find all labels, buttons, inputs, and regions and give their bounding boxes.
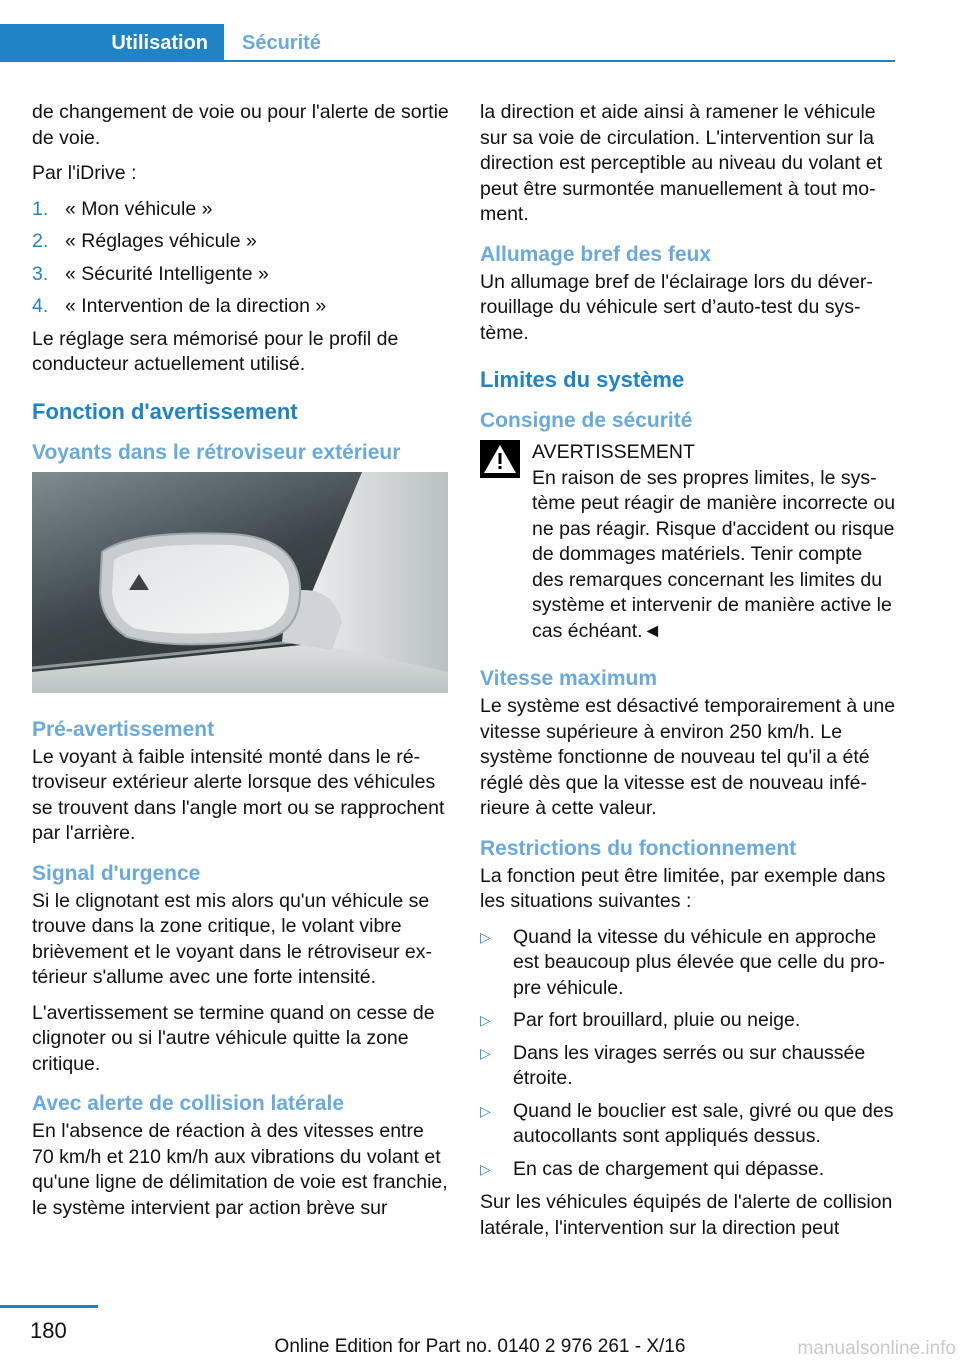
edition-line: Online Edition for Part no. 0140 2 976 261 - X/16: [274, 1336, 686, 1357]
list-item-text: Par fort brouillard, pluie ou neige.: [513, 1009, 801, 1031]
paragraph-restrictions: La fonction peut être limitée, par exemple dans les situations suivantes :: [480, 864, 886, 912]
triangle-bullet-icon: ▷: [480, 1160, 491, 1177]
warning-triangle-icon: [480, 440, 520, 478]
step-text: « Intervention de la direction »: [65, 295, 327, 317]
step-text: « Réglages véhicule »: [65, 230, 257, 252]
list-item: [480, 1008, 896, 1034]
triangle-bullet-icon: ▷: [480, 928, 491, 945]
paragraph-profile: Le réglage sera mémorisé pour le profil de conducteur actuellement utilisé.: [32, 327, 399, 375]
paragraph-steering-continue: la direction et aide ainsi à ramener le véhicule sur sa voie de circulation. L'intervention sur la direction est perceptible au niveau du volant et peut être surmontée manuellement à tout moment.: [480, 101, 883, 225]
watermark: manualsonline.info: [797, 1338, 956, 1359]
heading-restrictions: Restrictions du fonctionnement: [480, 836, 797, 860]
heading-side-collision: Avec alerte de collision latérale: [32, 1092, 345, 1115]
triangle-bullet-icon: ▷: [480, 1012, 491, 1028]
tab-utilisation-label: Utilisation: [111, 31, 208, 54]
header-rule: [224, 60, 895, 62]
side-mirror-image: [32, 472, 448, 693]
step-number: 1.: [32, 197, 49, 220]
list-item: [32, 197, 450, 223]
warning-text: En raison de ses propres limites, le système peut réagir de manière incorrecte ou ne pas réagir. Risque d'accident ou risque de dommages matériels. Tenir compte des remarques concernant les limites du système et intervenir de manière active le cas échéant.◄: [532, 466, 896, 642]
right-column: [480, 100, 896, 1251]
step-text: « Sécurité Intelligente »: [65, 262, 269, 285]
list-item: [480, 925, 896, 1002]
paragraph-side-collision-steering: Sur les véhicules équipés de l'alerte de collision latérale, l'intervention sur la direction peut: [480, 1191, 893, 1239]
restriction-list: [480, 925, 896, 1183]
paragraph-emergency-1: Si le clignotant est mis alors qu'un véhicule se trouve dans la zone critique, le volant vibre brièvement et le voyant dans le rétroviseur extérieur s'allume avec une forte intensité.: [32, 889, 432, 988]
heading-safety-note: Consigne de sécurité: [480, 409, 693, 432]
heading-max-speed: Vitesse maximum: [480, 667, 658, 690]
step-number: 2.: [32, 230, 49, 252]
tab-securite-label: Sécurité: [242, 31, 321, 54]
heading-system-limits: Limites du système: [480, 367, 685, 392]
heading-brief-light: Allumage bref des feux: [480, 242, 712, 266]
heading-warning-function: Fonction d'avertissement: [32, 398, 298, 424]
step-number: 3.: [32, 262, 49, 285]
heading-emergency-signal: Signal d'urgence: [32, 861, 201, 885]
list-item: [480, 1157, 896, 1183]
heading-prewarning: Pré-avertissement: [32, 717, 215, 741]
list-item: [480, 1099, 896, 1150]
list-item: [32, 294, 450, 320]
list-item-text: En cas de chargement qui dépasse.: [513, 1157, 825, 1180]
page-header: [0, 0, 960, 64]
list-item-text: Quand la vitesse du véhicule en approche est beaucoup plus élevée que celle du propre véhicule.: [513, 925, 885, 999]
list-item-text: Quand le bouclier est sale, givré ou que des autocollants sont appliqués dessus.: [513, 1099, 894, 1147]
tab-securite[interactable]: [224, 24, 321, 62]
list-item: [32, 229, 450, 255]
footer-rule: [0, 1305, 98, 1308]
list-item-text: Dans les virages serrés ou sur chaussée étroite.: [513, 1041, 866, 1089]
paragraph-max-speed: Le système est désactivé temporairement à une vitesse supérieure à environ 250 km/h. Le système fonctionne de nouveau tel qu'il a été réglé dès que la vitesse est de nouveau inférieure à cette valeur.: [480, 695, 896, 819]
list-item: [480, 1041, 896, 1092]
paragraph-prewarning: Le voyant à faible intensité monté dans le rétroviseur extérieur alerte lorsque des véhicules se trouvent dans l'angle mort ou se rapprochent par l'arrière.: [32, 745, 445, 844]
triangle-bullet-icon: ▷: [480, 1102, 491, 1119]
idrive-steps: [32, 197, 450, 320]
paragraph-side-collision: En l'absence de réaction à des vitesses entre 70 km/h et 210 km/h aux vibrations du volant et qu'une ligne de délimitation de voie est franchie, le système intervient par action brève sur: [32, 1120, 448, 1219]
page-number: 180: [30, 1318, 67, 1343]
paragraph-idrive: Par l'iDrive :: [32, 162, 137, 184]
step-text: « Mon véhicule »: [65, 197, 213, 220]
heading-mirror-indicators: Voyants dans le rétroviseur extérieur: [32, 440, 401, 464]
paragraph-emergency-2: L'avertissement se termine quand on cesse de clignoter ou si l'autre véhicule quitte la zone critique.: [32, 1001, 435, 1075]
triangle-bullet-icon: ▷: [480, 1044, 491, 1061]
paragraph-brief-light: Un allumage bref de l'éclairage lors du déverrouillage du véhicule sert d’auto-test du système.: [480, 270, 873, 344]
left-column: [32, 100, 450, 1231]
paragraph-lane-change: de changement de voie ou pour l'alerte de sortie de voie.: [32, 101, 449, 149]
warning-box: [480, 440, 896, 644]
list-item: [32, 262, 450, 288]
step-number: 4.: [32, 295, 49, 317]
warning-title: AVERTISSEMENT: [532, 441, 695, 463]
mirror-illustration: [32, 472, 448, 693]
tab-utilisation[interactable]: [0, 24, 224, 62]
